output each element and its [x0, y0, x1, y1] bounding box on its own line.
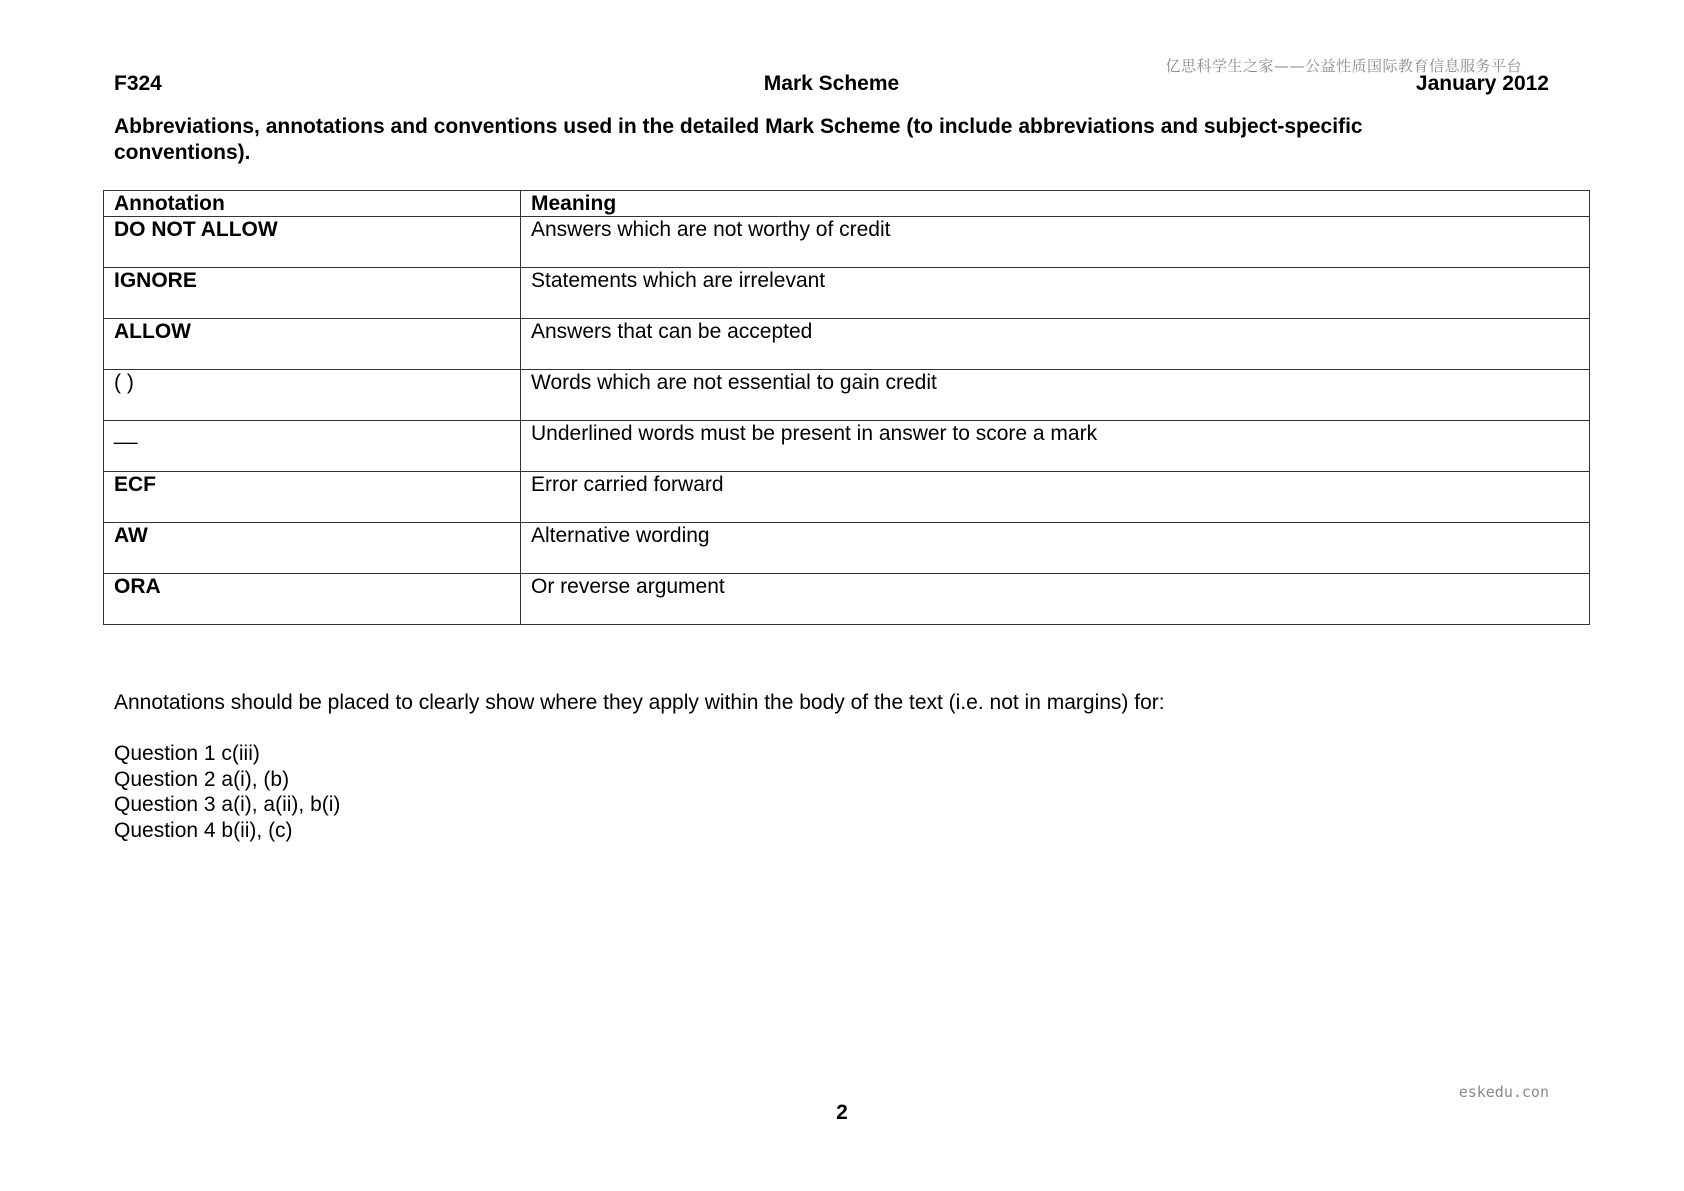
table-row: [104, 421, 1590, 472]
annotation-cell: ( ): [104, 370, 521, 421]
annotation-instructions: Annotations should be placed to clearly show where they apply within the body of the text (i.e. not in margins) for:: [114, 691, 1165, 714]
meaning-cell: Or reverse argument: [521, 574, 1590, 625]
meaning-cell: Statements which are irrelevant: [521, 268, 1590, 319]
meaning-cell: Answers which are not worthy of credit: [521, 217, 1590, 268]
annotation-cell: IGNORE: [104, 268, 521, 319]
table-row: [104, 370, 1590, 421]
table-row: [104, 217, 1590, 268]
watermark-top: 亿思科学生之家——公益性质国际教育信息服务平台: [1165, 57, 1522, 75]
column-header-annotation: Annotation: [104, 191, 521, 217]
list-item: Question 1 c(iii): [114, 742, 260, 765]
page-title: Mark Scheme: [763, 72, 900, 95]
annotation-cell: ORA: [104, 574, 521, 625]
table-row: [104, 472, 1590, 523]
table-header-row: [104, 191, 1590, 217]
page-header: [114, 72, 1549, 98]
annotation-cell: AW: [104, 523, 521, 574]
exam-date: January 2012: [1415, 72, 1549, 95]
paper-code: F324: [114, 72, 162, 95]
watermark-bottom: eskedu.con: [1458, 1083, 1549, 1101]
annotation-cell: ECF: [104, 472, 521, 523]
annotation-cell: DO NOT ALLOW: [104, 217, 521, 268]
list-item: Question 2 a(i), (b): [114, 767, 290, 791]
annotation-cell: ALLOW: [104, 319, 521, 370]
column-header-meaning: Meaning: [521, 191, 1590, 217]
meaning-cell: Underlined words must be present in answer to score a mark: [521, 421, 1590, 472]
meaning-cell: Error carried forward: [521, 472, 1590, 523]
list-item: Question 3 a(i), a(ii), b(i): [114, 793, 341, 816]
list-item: Question 4 b(ii), (c): [114, 818, 293, 842]
annotation-cell: __: [104, 421, 521, 472]
meaning-cell: Answers that can be accepted: [521, 319, 1590, 370]
meaning-cell: Alternative wording: [521, 523, 1590, 574]
meaning-cell: Words which are not essential to gain credit: [521, 370, 1590, 421]
table-row: [104, 523, 1590, 574]
question-list: [114, 741, 340, 843]
intro-heading: Abbreviations, annotations and conventions used in the detailed Mark Scheme (to include abbreviations and subject-specific conventions).: [114, 115, 1363, 164]
table-row: [104, 574, 1590, 625]
page-number: 2: [836, 1101, 848, 1124]
table-row: [104, 319, 1590, 370]
table-row: [104, 268, 1590, 319]
annotations-table: [103, 190, 1590, 625]
